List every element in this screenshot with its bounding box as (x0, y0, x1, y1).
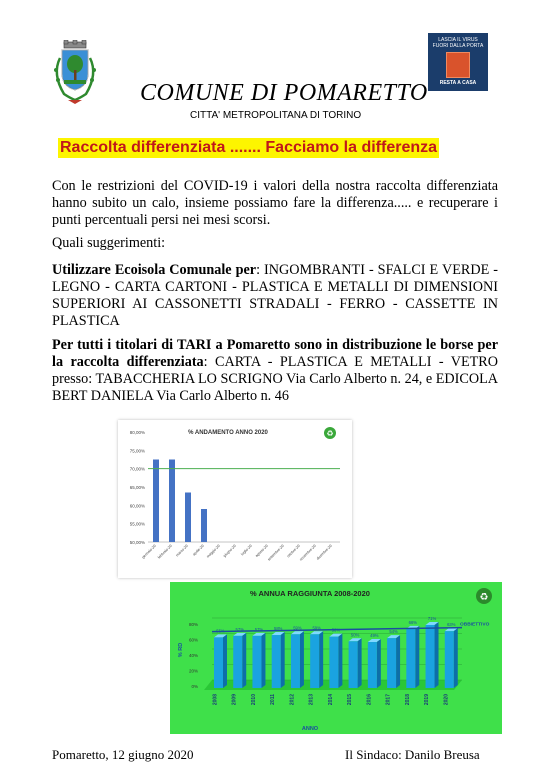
poster-line-2: FUORI DALLA PORTA (432, 43, 484, 49)
chart2-ytick: 80% (188, 622, 198, 627)
chart1-xtick: dicembre-20 (315, 543, 333, 561)
chart2-title: % ANNUA RAGGIUNTA 2008-2020 (250, 589, 370, 598)
chart1-bar (201, 509, 207, 542)
chart2-ytick: 20% (188, 668, 198, 674)
monthly-2020-chart (118, 420, 352, 578)
chart1-xtick: gennaio-20 (141, 543, 157, 560)
chart2-xtick: 2017 (385, 694, 392, 706)
chart2-xtick: 2008 (212, 694, 219, 706)
chart1-ytick: 70,00% (129, 466, 145, 472)
chart2-value-label: 49% (370, 633, 379, 639)
chart2-target-label: OBBIETTIVO (460, 622, 490, 628)
chart1-xtick: novembre-20 (298, 543, 317, 562)
chart2-bar (368, 642, 377, 688)
chart2-xtick: 2020 (443, 694, 450, 706)
chart2-value-label: 54% (389, 629, 398, 635)
chart2-ytick: 0% (191, 684, 198, 689)
chart1-bar (169, 460, 175, 543)
chart2-bar-side (377, 639, 381, 688)
chart1-ytick: 65,00% (129, 485, 145, 490)
chart2-xtick: 2018 (404, 694, 411, 706)
chart2-bar (272, 635, 281, 688)
municipal-crest-logo (50, 40, 100, 106)
chart2-bar-side (300, 631, 304, 688)
chart2-bar (406, 629, 415, 688)
stay-home-poster (428, 33, 488, 101)
chart2-bar-side (319, 631, 323, 688)
chart2-bar-side (415, 626, 419, 688)
intro-paragraph: Con le restrizioni del COVID-19 i valori della nostra raccolta differenziata hanno subito un calo, insieme possiamo fare la differenza..... e recuperare i punti percentuali persi nei mesi scorsi. (52, 178, 498, 228)
chart2-xtick: 2016 (366, 694, 373, 706)
poster-line-1: LASCIA IL VIRUS (438, 37, 478, 43)
chart2-bar-side (261, 633, 265, 688)
chart2-bar (214, 637, 223, 688)
chart2-value-label: 57% (254, 626, 264, 632)
chart2-value-label: 59% (312, 625, 321, 631)
chart2-xtick: 2010 (250, 694, 257, 706)
chart2-bar (426, 625, 435, 688)
chart2-bar (291, 634, 300, 688)
chart1-bar (153, 460, 159, 543)
chart1-xtick: febbraio-20 (157, 543, 173, 560)
chart2-bar-side (435, 622, 439, 688)
poster-logos (428, 91, 488, 101)
chart1-ytick: 55,00% (129, 521, 145, 527)
poster-line-3: RESTA A CASA (439, 80, 477, 86)
suggestions-heading: Quali suggerimenti: (52, 235, 166, 251)
chart2-ylabel: % RD (178, 642, 184, 658)
chart1-ytick: 50,00% (129, 540, 145, 545)
door-icon (446, 52, 470, 78)
chart2-bar-side (454, 628, 458, 688)
bags-bold: Per tutti i titolari di TARI a Pomaretto sono in distribuzione le borse per la raccolta differenziata (52, 337, 498, 370)
chart2-xtick: 2014 (327, 694, 334, 706)
chart1-ytick: 60,00% (129, 503, 145, 509)
chart2-value-label: 58% (273, 626, 283, 632)
ecoisola-bold: Utilizzare Ecoisola Comunale per (52, 262, 257, 278)
chart1-xtick: marzo-20 (175, 543, 189, 558)
chart2-value-label: 71% (427, 615, 437, 621)
chart1-xtick: maggio-20 (205, 543, 221, 559)
chart2-xtick: 2012 (289, 694, 296, 706)
ecoisola-paragraph (52, 262, 498, 330)
chart2-bar (445, 631, 454, 688)
chart2-bar (233, 636, 242, 688)
chart2-bar-side (242, 633, 246, 688)
chart2-bar-side (358, 638, 362, 688)
chart1-ytick: 80,00% (129, 430, 145, 435)
chart2-bar-side (281, 632, 285, 688)
recycle-icon-glyph: ♻ (479, 592, 489, 603)
recycle-icon-glyph: ♻ (326, 429, 334, 438)
chart2-bar-side (338, 634, 342, 688)
chart2-value-label: 59% (293, 625, 302, 631)
chart2-value-label: 57% (235, 626, 244, 632)
chart2-bar (252, 636, 261, 688)
chart2-bar-side (223, 634, 227, 688)
annual-rd-chart (170, 582, 502, 734)
chart2-value-label: 50% (350, 632, 360, 638)
chart2-xtick: 2019 (424, 694, 431, 706)
ecoisola-list: : INGOMBRANTI - SFALCI E VERDE - LEGNO - CARTA CARTONI - PLASTICA E METALLI DI DIMENSIONI SUPERIORI AI CASSONETTI STRADALI - FERRO - CASSETTE IN PLASTICA (52, 262, 498, 329)
chart1-ytick: 75,00% (129, 448, 145, 454)
chart2-bar (329, 637, 338, 688)
chart1-xtick: agosto-20 (254, 543, 269, 559)
chart2-value-label: 66% (408, 619, 418, 625)
bags-paragraph (52, 337, 498, 405)
chart1-xtick: ottobre-20 (286, 543, 301, 559)
page-title: COMUNE DI POMARETTO (140, 80, 428, 106)
bags-details: : CARTA - PLASTICA E METALLI - VETRO presso: TABACCHERIA LO SCRIGNO Via Carlo Alberto n. 24, e EDICOLA BERT DANIELA Via Carlo Alberto n. 46 (52, 354, 498, 404)
chart2-xtick: 2011 (270, 694, 277, 705)
chart1-xtick: aprile-20 (191, 543, 205, 557)
chart2-xlabel: ANNO (301, 726, 319, 732)
chart1-xtick: luglio-20 (240, 543, 253, 557)
chart2-value-label: 63% (447, 622, 456, 628)
chart2-bar (349, 641, 358, 688)
chart1-xtick: giugno-20 (222, 543, 237, 559)
headline: Raccolta differenziata ....... Facciamo la differenza (60, 139, 438, 156)
footer-signature: Il Sindaco: Danilo Breusa (345, 747, 480, 762)
chart2-xtick: 2013 (308, 694, 315, 706)
chart1-title: % ANDAMENTO ANNO 2020 (188, 430, 268, 436)
chart1-xtick: settembre-20 (266, 543, 285, 562)
chart2-bar (387, 638, 396, 688)
chart2-xtick: 2015 (347, 694, 354, 706)
chart2-bar-side (396, 635, 400, 688)
chart1-bar (185, 493, 191, 543)
footer-date: Pomaretto, 12 giugno 2020 (52, 747, 194, 762)
page-subtitle: CITTA' METROPOLITANA DI TORINO (190, 110, 362, 121)
chart2-ytick: 60% (188, 637, 198, 643)
chart2-bar (310, 634, 319, 688)
chart2-ytick: 40% (188, 653, 198, 658)
chart2-xtick: 2009 (231, 694, 238, 706)
